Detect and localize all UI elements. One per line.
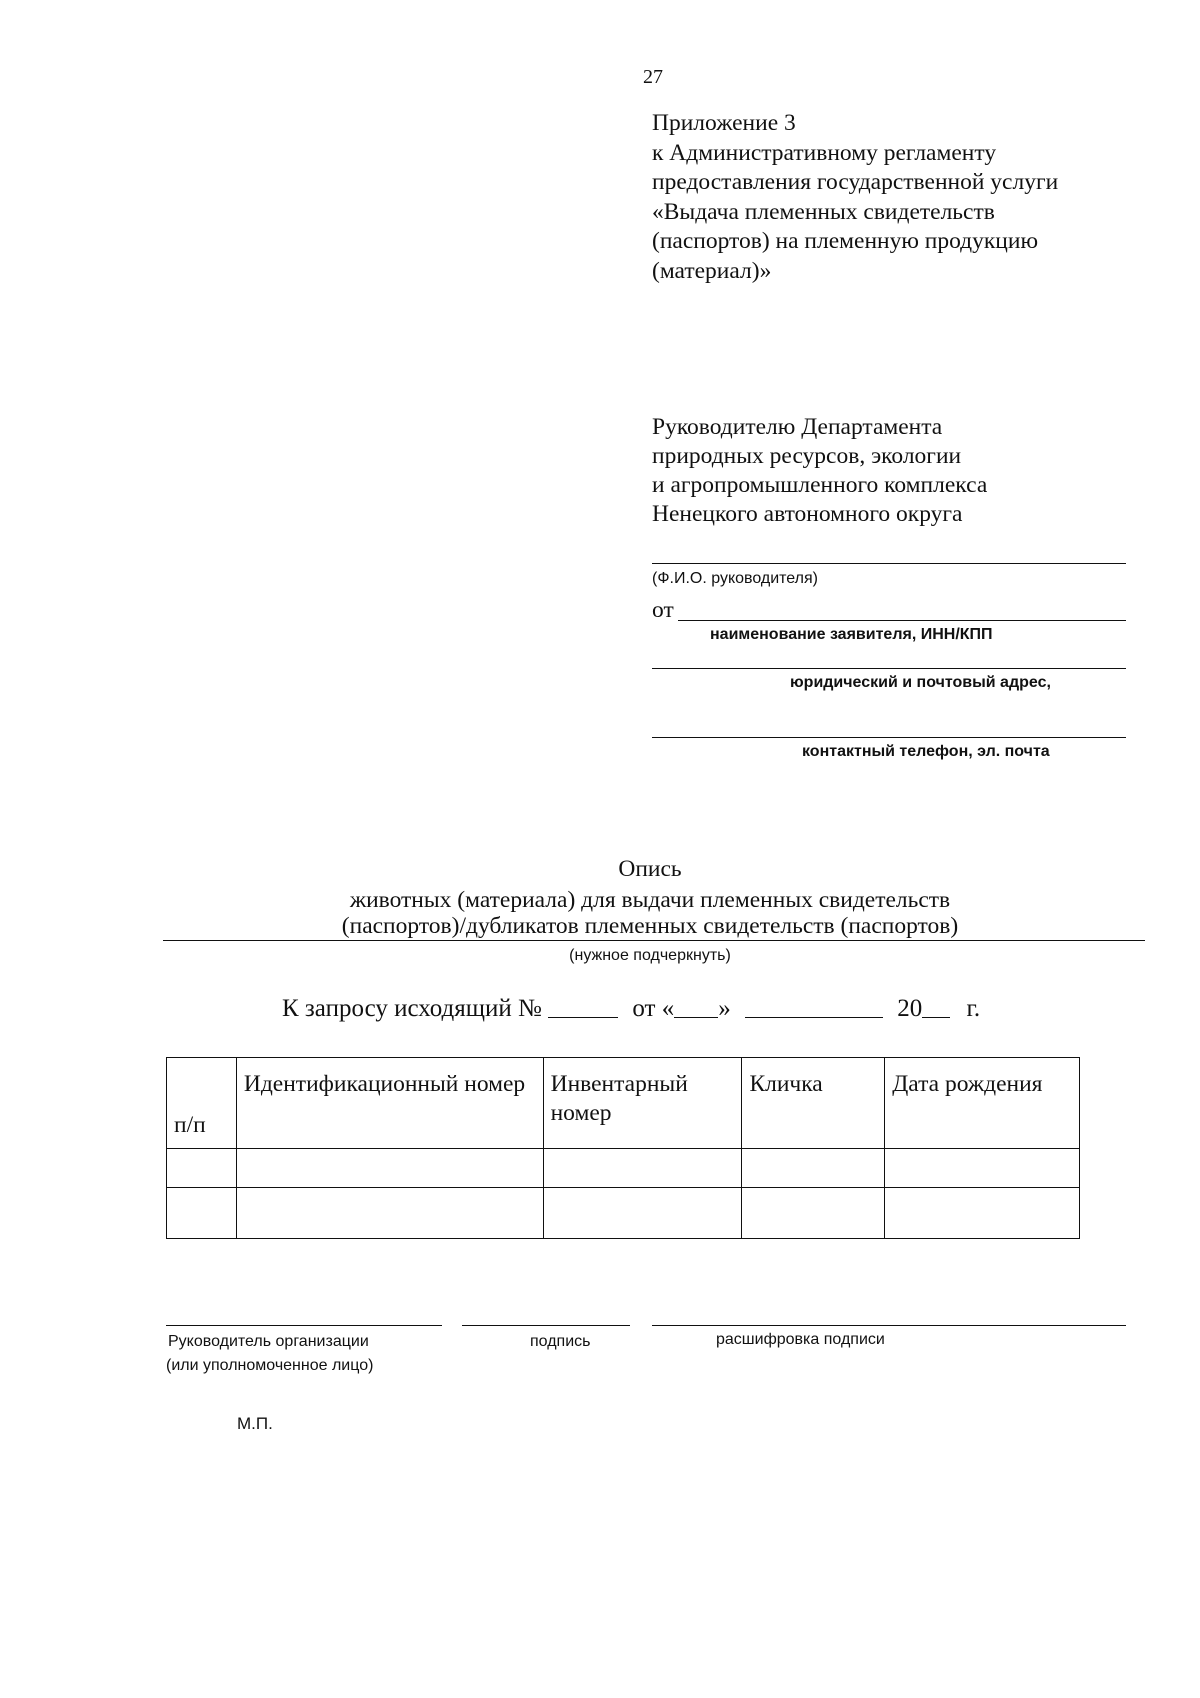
document-subtitle-line: (паспортов)/дубликатов племенных свидетельств (паспортов) [341, 913, 959, 939]
position-caption-second: (или уполномоченное лицо) [166, 1357, 374, 1374]
decoding-caption: расшифровка подписи [716, 1331, 885, 1348]
appendix-line: предоставления государственной услуги [652, 169, 1059, 195]
request-prefix: К запросу исходящий № [282, 995, 542, 1022]
applicant-caption: наименование заявителя, ИНН/КПП [710, 626, 993, 643]
position-caption: Руководитель организации [168, 1333, 369, 1350]
contact-caption: контактный телефон, эл. почта [802, 743, 1050, 760]
inventory-table [166, 1057, 1080, 1239]
stamp-placeholder: М.П. [237, 1414, 273, 1433]
address-line[interactable] [652, 668, 1126, 669]
addressee-line: природных ресурсов, экологии [652, 443, 962, 469]
appendix-line: «Выдача племенных свидетельств [652, 198, 995, 225]
table-cell[interactable] [885, 1188, 1080, 1239]
head-name-line[interactable] [652, 563, 1126, 564]
addressee-line: Ненецкого автономного округа [652, 501, 963, 527]
page-number: 27 [643, 66, 663, 88]
from-label: от [652, 597, 674, 623]
request-number-field[interactable] [548, 995, 618, 1018]
table-row [167, 1149, 1080, 1188]
request-year-suffix: г. [966, 995, 981, 1022]
document-title: Опись [618, 856, 682, 882]
addressee-block [652, 413, 987, 529]
request-line [282, 995, 980, 1023]
table-header-row [167, 1058, 1080, 1149]
request-day-field[interactable] [674, 995, 718, 1018]
document-subtitle-line: животных (материала) для выдачи племенных свидетельств [349, 887, 951, 913]
table-cell[interactable] [885, 1149, 1080, 1188]
column-header: Дата рождения [885, 1058, 1080, 1149]
table-cell[interactable] [543, 1149, 742, 1188]
table-cell[interactable] [543, 1188, 742, 1239]
table-cell[interactable] [236, 1149, 543, 1188]
head-name-caption: (Ф.И.О. руководителя) [652, 570, 818, 587]
appendix-block [652, 109, 1058, 286]
signature-decoding-line[interactable] [652, 1325, 1126, 1326]
request-year-prefix: 20 [897, 995, 923, 1022]
table-cell[interactable] [236, 1188, 543, 1239]
underline-note: (нужное подчеркнуть) [569, 947, 731, 964]
request-year-field[interactable] [922, 995, 950, 1018]
table-cell[interactable] [167, 1188, 237, 1239]
table-cell[interactable] [742, 1188, 885, 1239]
table-cell[interactable] [167, 1149, 237, 1188]
appendix-line: Приложение 3 [652, 110, 796, 136]
column-header: п/п [167, 1058, 237, 1149]
applicant-name-line[interactable] [678, 620, 1126, 621]
request-from-label: от « [632, 995, 675, 1022]
appendix-line: к Административному регламенту [652, 139, 997, 166]
addressee-line: и агропромышленного комплекса [652, 472, 988, 498]
signature-caption: подпись [530, 1333, 591, 1350]
column-header: Кличка [742, 1058, 885, 1149]
position-line[interactable] [166, 1325, 442, 1326]
table-row [167, 1188, 1080, 1239]
column-header: Инвентарный номер [543, 1058, 742, 1149]
column-header: Идентификационный номер [236, 1058, 543, 1149]
appendix-line: (паспортов) на племенную продукцию [652, 228, 1039, 254]
table-cell[interactable] [742, 1149, 885, 1188]
addressee-line: Руководителю Департамента [652, 414, 943, 440]
contact-line[interactable] [652, 737, 1126, 738]
signature-line[interactable] [462, 1325, 630, 1326]
appendix-line: (материал)» [652, 257, 772, 284]
address-caption: юридический и почтовый адрес, [790, 674, 1051, 691]
title-underline [163, 940, 1145, 941]
request-quote-close: » [718, 995, 731, 1022]
request-month-field[interactable] [745, 995, 883, 1018]
